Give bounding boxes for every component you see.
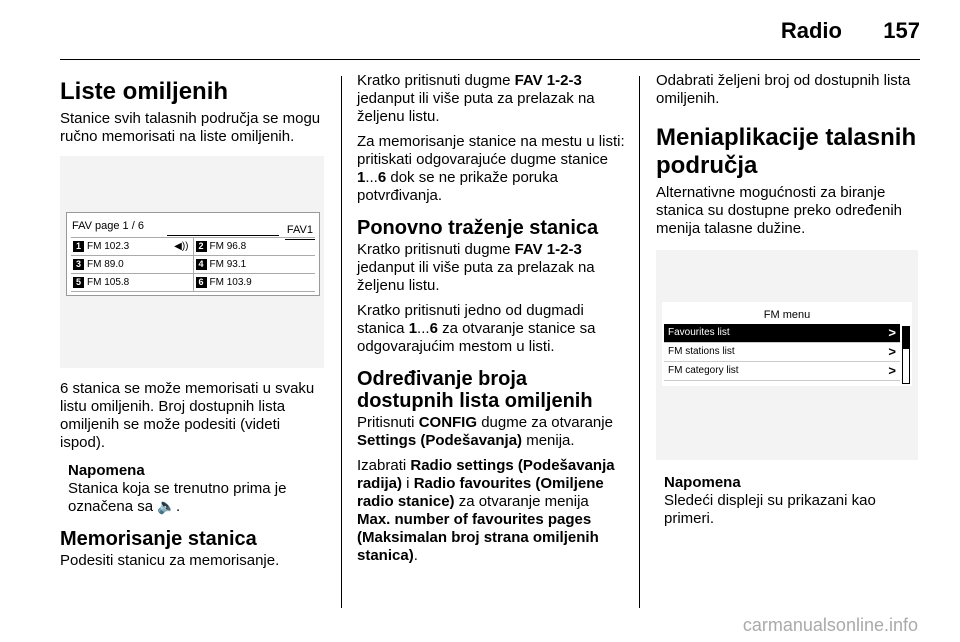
note-text — [68, 480, 328, 516]
watermark: carmanualsonline.info — [742, 615, 918, 635]
station-frequency: FM 103.9 — [209, 276, 252, 288]
preset-number: 6 — [196, 277, 207, 288]
menu-item-stations[interactable] — [664, 343, 900, 362]
fav-row — [71, 237, 315, 255]
paragraph: 6 stanica se može memorisati u svaku listu omiljenih. Broj dostupnih lista omiljenih se može podesiti (videti ispod). — [60, 380, 315, 451]
station-frequency: FM 102.3 — [87, 240, 130, 252]
menu-name: Settings (Podešavanja) — [357, 432, 523, 449]
text: . — [413, 547, 418, 564]
fav-station-2[interactable] — [193, 238, 316, 255]
text: Kratko pritisnuti jedno od dugmadi stanica — [357, 302, 584, 337]
chevron-right-icon: > — [888, 325, 896, 340]
speaker-icon: ◀)) — [174, 240, 189, 252]
station-frequency: FM 96.8 — [209, 240, 247, 252]
section-subheading: Određivanje broja dostupnih lista omiljenih — [357, 368, 593, 412]
paragraph — [357, 72, 625, 126]
fav-grid — [71, 237, 315, 292]
fav-station-1[interactable] — [71, 238, 193, 255]
fav-screen — [66, 212, 320, 296]
menu-item-favourites[interactable] — [664, 324, 900, 343]
text: dok se ne prikaže poruka potvrđivanja. — [357, 169, 558, 204]
section-heading: Liste omiljenih — [60, 78, 229, 105]
paragraph — [357, 302, 625, 356]
text: ... — [365, 169, 378, 186]
scrollbar[interactable] — [902, 326, 910, 384]
preset-number: 2 — [196, 241, 207, 252]
menu-name: Max. number of favourites pages (Maksimalan broj strana omiljenih stanica) — [357, 511, 599, 564]
paragraph: Alternativne mogućnosti za biranje stanica su dostupne preko određenih menija talasne dužine. — [656, 184, 903, 237]
menu-item-label: FM stations list — [668, 346, 735, 357]
fav-station-4[interactable] — [193, 256, 316, 273]
page-number: 157 — [883, 18, 920, 43]
note-box — [656, 474, 922, 528]
text: za otvaranje stanice sa odgovarajućim mestom u listi. — [357, 320, 596, 355]
chevron-right-icon: > — [888, 363, 896, 378]
column-divider — [341, 76, 342, 608]
header-rule — [60, 59, 920, 60]
paragraph — [357, 457, 625, 565]
fm-screen — [662, 302, 912, 386]
paragraph — [357, 241, 625, 295]
fav-row — [71, 255, 315, 273]
station-frequency: FM 105.8 — [87, 276, 130, 288]
speaker-icon: 🔈 — [157, 498, 176, 515]
station-frequency: FM 93.1 — [209, 258, 247, 270]
column-3 — [656, 72, 922, 536]
text: Pritisnuti — [357, 414, 419, 431]
text: ... — [417, 320, 430, 337]
text: jedanput ili više puta za prelazak na željenu listu. — [357, 90, 595, 125]
note-box — [60, 462, 328, 516]
column-1 — [60, 72, 328, 577]
text: dugme za otvaranje — [477, 414, 613, 431]
section-heading: Meniaplikacije talasnih područja — [656, 124, 917, 179]
text: jedanput ili više puta za prelazak na željenu listu. — [357, 259, 595, 294]
paragraph: Podesiti stanicu za memorisanje. — [60, 552, 280, 569]
fav-display-image — [60, 156, 324, 368]
fm-menu-list — [664, 324, 900, 381]
fav-page-title: FAV page 1 / 6 — [72, 220, 144, 232]
chevron-right-icon: > — [888, 344, 896, 359]
page-header-title: Radio — [780, 18, 842, 43]
button-name: FAV 1-2-3 — [514, 241, 582, 258]
menu-name: Radio favourites (Omiljene radio stanice) — [357, 475, 604, 510]
button-name: 6 — [377, 169, 387, 186]
fav-tab-label: FAV1 — [285, 221, 315, 240]
text: menija. — [522, 432, 575, 449]
paragraph: Stanice svih talasnih područja se mogu ručno memorisati na liste omiljenih. — [60, 110, 321, 145]
button-name: FAV 1-2-3 — [514, 72, 582, 89]
scrollbar-thumb[interactable] — [903, 327, 909, 349]
paragraph — [357, 133, 625, 205]
column-divider — [639, 76, 640, 608]
text: Kratko pritisnuti dugme — [357, 72, 515, 89]
note-title: Napomena — [68, 462, 145, 479]
menu-item-category[interactable] — [664, 362, 900, 381]
menu-name: Radio settings (Podešavanja radija) — [357, 457, 615, 492]
preset-number: 1 — [73, 241, 84, 252]
button-name: 6 — [429, 320, 438, 337]
menu-item-label: Favourites list — [668, 327, 730, 338]
column-2 — [357, 72, 625, 572]
button-name: 1 — [408, 320, 418, 337]
text: za otvaranje menija — [454, 493, 589, 510]
text: Za memorisanje stanice na mestu u listi: pritiskati odgovarajuće dugme stanice — [357, 133, 625, 168]
station-frequency: FM 89.0 — [87, 258, 124, 270]
fav-tab-line — [167, 235, 279, 236]
preset-number: 4 — [196, 259, 207, 270]
fm-menu-image — [656, 250, 918, 460]
fm-menu-title: FM menu — [763, 309, 811, 321]
button-name: CONFIG — [418, 414, 478, 431]
preset-number: 3 — [73, 259, 84, 270]
note-text: Sledeći displeji su prikazani kao primeri. — [664, 492, 876, 527]
text: Kratko pritisnuti dugme — [357, 241, 515, 258]
menu-item-label: FM category list — [668, 365, 739, 376]
paragraph: Odabrati željeni broj od dostupnih lista omiljenih. — [656, 72, 911, 107]
fav-station-6[interactable] — [193, 274, 316, 291]
section-subheading: Memorisanje stanica — [60, 528, 257, 550]
text: Izabrati — [357, 457, 411, 474]
fav-station-5[interactable] — [71, 274, 193, 291]
fav-row — [71, 273, 315, 292]
text: i — [402, 475, 414, 492]
note-punct: . — [175, 498, 181, 515]
note-title: Napomena — [664, 474, 741, 491]
button-name: 1 — [357, 169, 366, 186]
section-subheading: Ponovno traženje stanica — [357, 217, 599, 239]
note-body: Stanica koja se trenutno prima je označena sa — [68, 480, 287, 515]
fav-station-3[interactable] — [71, 256, 193, 273]
preset-number: 5 — [73, 277, 84, 288]
paragraph — [357, 414, 625, 450]
